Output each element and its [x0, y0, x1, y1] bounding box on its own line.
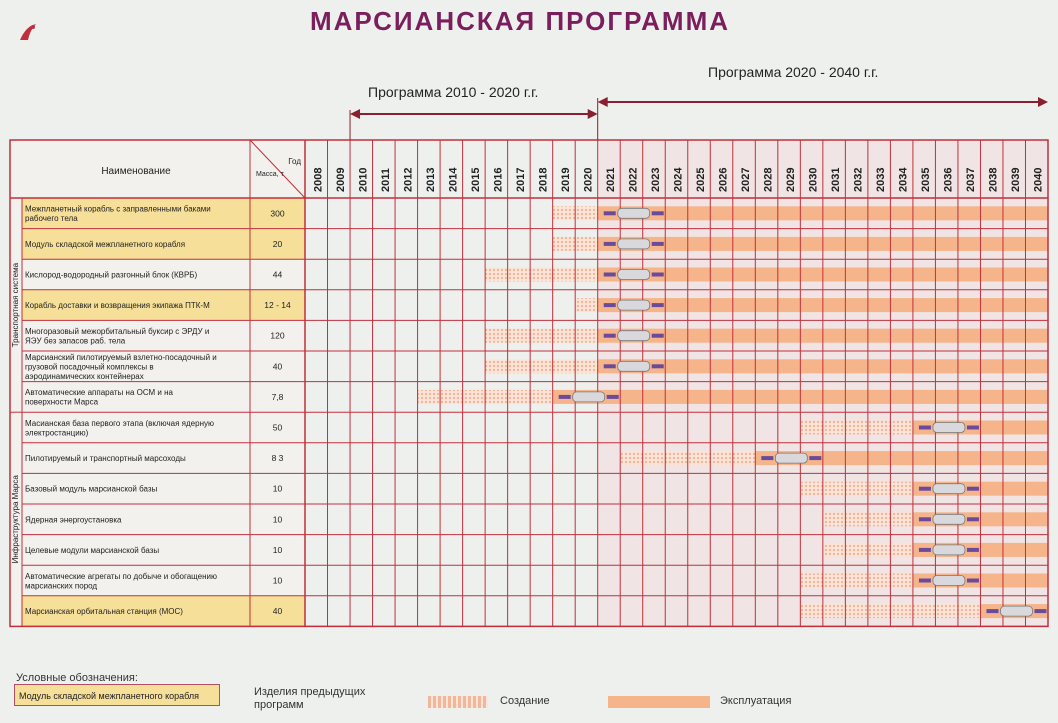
probe-icon-body [573, 392, 605, 402]
legend-title: Условные обозначения: [16, 672, 138, 684]
year-label-2035: 2035 [920, 167, 933, 192]
target-module-icon-panel-left [919, 548, 931, 552]
row-mass: 120 [270, 330, 285, 341]
row-mass: 20 [272, 238, 283, 249]
program-arrow-2010-2020-right-head [588, 109, 598, 119]
creation-bar [800, 421, 913, 435]
year-label-2025: 2025 [695, 167, 708, 192]
row-mass: 10 [272, 483, 283, 494]
storage-module-icon-body [618, 239, 650, 249]
year-label-2022: 2022 [627, 167, 640, 192]
year-label-2024: 2024 [672, 167, 685, 192]
storage-module-icon-panel-right [652, 242, 664, 246]
row-name: Марсианский пилотируемый взлетно-посадочный и грузовой посадочный комплексы в аэродинамических контейнерах [25, 352, 217, 381]
storage-module-icon-panel-left [604, 242, 616, 246]
year-label-2031: 2031 [830, 167, 843, 192]
year-label-2017: 2017 [514, 167, 527, 192]
year-label-2028: 2028 [762, 167, 775, 192]
spacecraft-icon-panel-right [652, 211, 664, 215]
year-label-2037: 2037 [965, 167, 978, 192]
row-name: Целевые модули марсианской базы [25, 545, 160, 555]
row-mass: 300 [270, 208, 285, 219]
year-label-2012: 2012 [402, 167, 415, 192]
program-label-2020-2040: Программа 2020 - 2040 г.г. [702, 64, 884, 80]
year-label-2023: 2023 [649, 167, 662, 192]
row-mass: 8 3 [271, 453, 284, 464]
row-name: Автоматические агрегаты по добыче и обогащению марсианских пород [25, 571, 217, 591]
year-label-2026: 2026 [717, 167, 730, 192]
year-label-2013: 2013 [424, 167, 437, 192]
row-name: Марсианская орбитальная станция (МОС) [25, 607, 183, 617]
crew-ship-icon-body [618, 300, 650, 310]
rover-icon-panel-right [809, 456, 821, 460]
year-label-2011: 2011 [379, 168, 392, 192]
base-module-icon-panel-left [919, 487, 931, 491]
base-module-icon-body [933, 484, 965, 494]
year-label-2038: 2038 [987, 167, 1000, 192]
target-module-icon-body [933, 545, 965, 555]
reactor-icon-body [933, 514, 965, 524]
row-mass: 7,8 [271, 391, 284, 402]
base-icon-body [933, 423, 965, 433]
mining-icon-panel-right [967, 579, 979, 583]
creation-bar [485, 359, 598, 373]
target-module-icon-panel-right [967, 548, 979, 552]
mining-icon-panel-left [919, 579, 931, 583]
probe-icon-panel-left [559, 395, 571, 399]
row-name: Корабль доставки и возвращения экипажа ПТК-М [25, 301, 210, 311]
creation-bar [575, 298, 598, 312]
station-icon-panel-left [986, 609, 998, 613]
year-label-2030: 2030 [807, 167, 820, 192]
row-name: Модуль складской межпланетного корабля [25, 239, 186, 249]
roscosmos-logo-icon [16, 20, 40, 44]
creation-bar [485, 268, 598, 282]
year-label-2018: 2018 [537, 167, 550, 192]
row-mass: 10 [272, 575, 283, 586]
year-label-2019: 2019 [559, 167, 572, 192]
row-name: Ядерная энергоустановка [25, 515, 122, 525]
space-tug-icon-panel-right [652, 334, 664, 338]
row-name: Многоразовый межорбитальный буксир с ЭРДУ и ЯЭУ без запасов раб. тела [25, 326, 210, 346]
legend-ops-text: Эксплуатация [720, 695, 792, 707]
booster-icon-panel-left [604, 273, 616, 277]
year-label-2040: 2040 [1032, 167, 1045, 192]
row-name: Межпланетный корабль с заправленными баками рабочего тела [25, 204, 211, 224]
reactor-icon-panel-left [919, 517, 931, 521]
group-label-transport: Транспортная система [11, 262, 20, 348]
year-label-2039: 2039 [1010, 167, 1023, 192]
row-name: Кислород-водородный разгонный блок (КВРБ) [25, 270, 198, 280]
year-label-2032: 2032 [852, 167, 865, 192]
year-label-2027: 2027 [740, 167, 753, 192]
header-name: Наименование [101, 166, 171, 177]
row-name: Пилотируемый и транспортный марсоходы [25, 454, 186, 464]
row-mass: 12 - 14 [264, 300, 291, 311]
legend-create-swatch [428, 696, 488, 708]
station-icon-panel-right [1034, 609, 1046, 613]
legend-sample-box: Модуль складской межпланетного корабля [14, 684, 220, 706]
station-icon-body [1000, 606, 1032, 616]
year-label-2014: 2014 [447, 167, 460, 192]
header-year: Год [288, 157, 301, 166]
year-label-2010: 2010 [357, 167, 370, 192]
program-arrow-2020-2040-left-head [598, 97, 608, 107]
year-label-2016: 2016 [492, 167, 505, 192]
group-label-infrastructure: Инфраструктура Марса [11, 475, 20, 564]
year-label-2021: 2021 [604, 167, 617, 192]
program-arrow-2020-2040-right-head [1038, 97, 1048, 107]
rover-icon-body [775, 453, 807, 463]
rover-icon-panel-left [761, 456, 773, 460]
legend-create-text: Создание [500, 695, 550, 707]
space-tug-icon-body [618, 331, 650, 341]
year-label-2020: 2020 [582, 167, 595, 192]
year-label-2009: 2009 [334, 167, 347, 192]
row-name: Масианская база первого этапа (включая ядерную электростанцию) [25, 418, 214, 438]
row-mass: 40 [272, 361, 283, 372]
base-module-icon-panel-right [967, 487, 979, 491]
header-mass: Масса, т [256, 171, 284, 178]
lander-icon-panel-right [652, 364, 664, 368]
spacecraft-icon-panel-left [604, 211, 616, 215]
base-icon-panel-left [919, 426, 931, 430]
row-mass: 50 [272, 422, 283, 433]
booster-icon-body [618, 270, 650, 280]
page-title: МАРСИАНСКАЯ ПРОГРАММА [309, 6, 731, 36]
row-mass: 44 [272, 269, 283, 280]
crew-ship-icon-panel-right [652, 303, 664, 307]
lander-icon-panel-left [604, 364, 616, 368]
program-arrow-2010-2020-left-head [350, 109, 360, 119]
program-label-2010-2020: Программа 2010 - 2020 г.г. [362, 84, 544, 100]
booster-icon-panel-right [652, 273, 664, 277]
creation-bar [485, 329, 598, 343]
year-label-2036: 2036 [942, 167, 955, 192]
legend-prev-text: Изделия предыдущих программ [254, 686, 366, 711]
row-mass: 10 [272, 544, 283, 555]
creation-bar [800, 574, 913, 588]
creation-bar [800, 482, 913, 496]
year-label-2033: 2033 [875, 167, 888, 192]
space-tug-icon-panel-left [604, 334, 616, 338]
row-mass: 10 [272, 514, 283, 525]
probe-icon-panel-right [607, 395, 619, 399]
row-name: Базовый модуль марсианской базы [25, 484, 158, 494]
reactor-icon-panel-right [967, 517, 979, 521]
row-mass: 40 [272, 606, 283, 617]
year-label-2029: 2029 [785, 167, 798, 192]
lander-icon-body [618, 361, 650, 371]
year-label-2008: 2008 [312, 167, 325, 192]
crew-ship-icon-panel-left [604, 303, 616, 307]
spacecraft-icon-body [618, 208, 650, 218]
mining-icon-body [933, 576, 965, 586]
year-label-2034: 2034 [897, 167, 910, 192]
row-name: Автоматические аппараты на ОСМ и на поверхности Марса [25, 388, 173, 407]
base-icon-panel-right [967, 426, 979, 430]
legend-ops-swatch [608, 696, 710, 708]
year-label-2015: 2015 [469, 167, 482, 192]
